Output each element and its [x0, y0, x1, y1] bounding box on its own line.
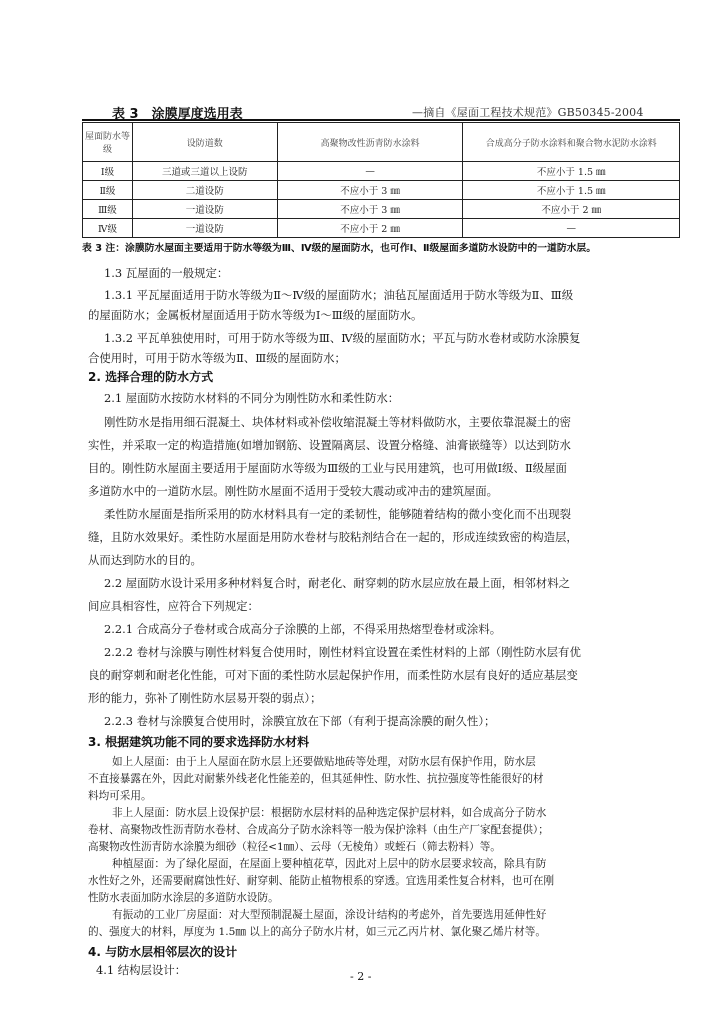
table-cell: 二道设防 [132, 181, 277, 200]
paragraph-line: 种植屋面：为了绿化屋面，在屋面上要种植花草，因此对上层中的防水层要求较高，除具有防 [112, 858, 547, 870]
table-header-row [83, 123, 680, 162]
table-cell: 不应小于 1.5 ㎜ [463, 162, 680, 181]
paragraph-line: 性防水表面加防水涂层的多道防水设防。 [88, 892, 279, 904]
table-cell: Ⅱ级 [83, 181, 133, 200]
paragraph-line: 1.3.1 平瓦屋面适用于防水等级为Ⅱ～Ⅳ级的屋面防水；油毡瓦屋面适用于防水等级为Ⅱ、Ⅲ级 [104, 288, 574, 302]
table-top-rule [82, 119, 680, 121]
paragraph-line: 4.1 结构层设计： [96, 963, 187, 977]
paragraph-line: 多道防水中的一道防水层。刚性防水屋面不适用于受较大震动或冲击的建筑屋面。 [88, 484, 499, 498]
section-heading-3: 3. 根据建筑功能不同的要求选择防水材料 [88, 735, 310, 749]
header-cell: 合成高分子防水涂料和聚合物水泥防水涂料 [463, 123, 680, 162]
table-row [83, 181, 680, 200]
paragraph-line: 料均可采用。 [88, 790, 152, 802]
table-cell: Ⅰ级 [83, 162, 133, 181]
paragraph-line: 不直接暴露在外，因此对耐紫外线老化性能差的，但其延伸性、防水性、抗拉强度等性能很好的材 [88, 773, 544, 785]
paragraph-line: 2.1 屋面防水按防水材料的不同分为刚性防水和柔性防水： [104, 391, 400, 405]
section-heading-4: 4. 与防水层相邻层次的设计 [88, 945, 238, 959]
header-cell: 设防道数 [132, 123, 277, 162]
section-heading-2: 2. 选择合理的防水方式 [88, 370, 214, 384]
paragraph-line: 缝，且防水效果好。柔性防水屋面是用防水卷材与胶粘剂结合在一起的，形成连续致密的构造层， [88, 530, 578, 544]
header-cell: 屋面防水等级 [83, 123, 133, 162]
paragraph-line: 如上人屋面：由于上人屋面在防水层上还要做贴地砖等处理，对防水层有保护作用，防水层 [112, 756, 536, 768]
paragraph-line: 1.3 瓦屋面的一般规定： [104, 266, 229, 280]
paragraph-line: 有振动的工业厂房屋面：对大型预制混凝土屋面，涂设计结构的考虑外，首先要选用延伸性好 [112, 909, 547, 921]
table-cell: 三道或三道以上设防 [132, 162, 277, 181]
paragraph-line: 实性，并采取一定的构造措施(如增加钢筋、设置隔离层、设置分格缝、油膏嵌缝等）以达到防水 [88, 438, 571, 452]
coating-thickness-table [82, 122, 680, 238]
paragraph-line: 柔性防水屋面是指所采用的防水材料具有一定的柔韧性，能够随着结构的微小变化而不出现裂 [104, 507, 572, 521]
paragraph-line: 的屋面防水；金属板材屋面适用于防水等级为Ⅰ～Ⅲ级的屋面防水。 [88, 308, 423, 322]
table-title: 表 3 涂膜厚度选用表 [112, 107, 243, 122]
paragraph-line: 合使用时，可用于防水等级为Ⅱ、Ⅲ级的屋面防水； [88, 351, 346, 365]
paragraph-line: 卷材、高聚物改性沥青防水卷材、合成高分子防水涂料等一般为保护涂料（由生产厂家配套提供）； [88, 824, 549, 836]
table-cell: 不应小于 3 ㎜ [277, 200, 463, 219]
paragraph-line: 2.2.1 合成高分子卷材或合成高分子涂膜的上部，不得采用热熔型卷材或涂料。 [104, 622, 502, 636]
paragraph-line: 刚性防水是指用细石混凝土、块体材料或补偿收缩混凝土等材料做防水，主要依靠混凝土的密 [104, 415, 572, 429]
paragraph-line: 非上人屋面：防水层上设保护层：根据防水层材料的品种选定保护层材料，如合成高分子防水 [112, 807, 547, 819]
table-source: —摘自《屋面工程技术规范》GB50345-2004 [412, 106, 644, 119]
paragraph-line: 从而达到防水的目的。 [88, 553, 202, 567]
table-cell: 不应小于 1.5 ㎜ [463, 181, 680, 200]
paragraph-line: 的、强度大的材料，厚度为 1.5㎜ 以上的高分子防水片材，如三元乙丙片材、氯化聚乙烯片材等。 [88, 926, 546, 938]
paragraph-line: 水性好之外，还需要耐腐蚀性好、耐穿刺、能防止植物根系的穿透。宜选用柔性复合材料，也可在刚 [88, 875, 555, 887]
table-cell: 一道设防 [132, 219, 277, 238]
table-row [83, 162, 680, 181]
paragraph-line: 1.3.2 平瓦单独使用时，可用于防水等级为Ⅲ、Ⅳ级的屋面防水；平瓦与防水卷材或防水涂膜复 [104, 331, 581, 345]
paragraph-line: 2.2.2 卷材与涂膜与刚性材料复合使用时，刚性材料宜设置在柔性材料的上部（刚性防水层有优 [104, 645, 581, 659]
paragraph-line: 2.2.3 卷材与涂膜复合使用时，涂膜宜放在下部（有利于提高涂膜的耐久性）； [104, 714, 496, 728]
table-cell: 不应小于 3 ㎜ [277, 181, 463, 200]
paragraph-line: 2.2 屋面防水设计采用多种材料复合时，耐老化、耐穿刺的防水层应放在最上面，相邻材料之 [104, 576, 570, 590]
table-row [83, 219, 680, 238]
table-note: 表 3 注：涂膜防水屋面主要适用于防水等级为Ⅲ、Ⅳ级的屋面防水，也可作Ⅰ、Ⅱ级屋面多道防水设防中的一道防水层。 [82, 243, 597, 254]
paragraph-line: 良的耐穿刺和耐老化性能，可对下面的柔性防水层起保护作用，而柔性防水层有良好的适应基层变 [88, 668, 578, 682]
table-cell: Ⅳ级 [83, 219, 133, 238]
paragraph-line: 形的能力，弥补了刚性防水层易开裂的弱点）； [88, 691, 322, 705]
table-row [83, 200, 680, 219]
table-cell: 一道设防 [132, 200, 277, 219]
paragraph-line: 高聚物改性沥青防水涂膜为细砂（粒径<1㎜）、云母（无棱角）或蛭石（筛去粉料）等。 [88, 841, 501, 853]
table-cell: Ⅲ级 [83, 200, 133, 219]
page-number: - 2 - [350, 970, 372, 983]
table-cell: 不应小于 2 ㎜ [463, 200, 680, 219]
header-cell: 高聚物改性沥青防水涂料 [277, 123, 463, 162]
table-cell: — [277, 162, 463, 181]
paragraph-line: 间应具相容性，应符合下列规定： [88, 599, 259, 613]
paragraph-line: 目的。刚性防水屋面主要适用于屋面防水等级为Ⅲ级的工业与民用建筑，也可用做Ⅰ级、Ⅱ级屋面 [88, 461, 567, 475]
table-cell: 不应小于 2 ㎜ [277, 219, 463, 238]
table-cell: — [463, 219, 680, 238]
